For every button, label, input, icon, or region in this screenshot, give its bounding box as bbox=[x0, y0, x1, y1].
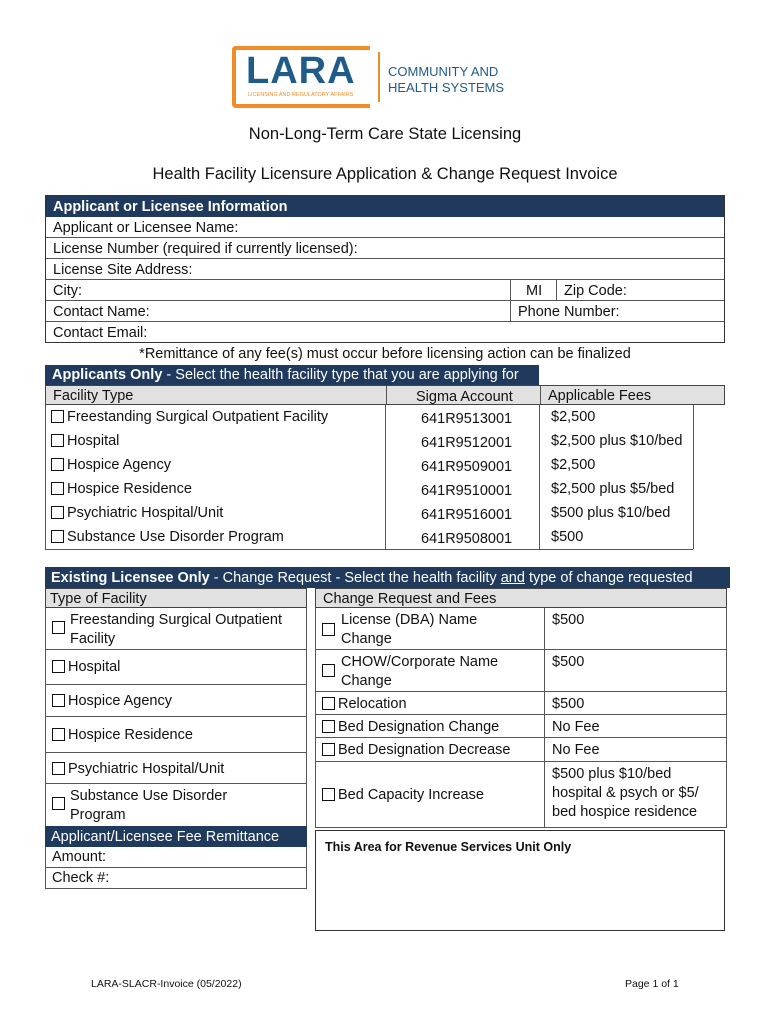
existing-section bbox=[45, 567, 730, 827]
email-label: Contact Email: bbox=[53, 325, 148, 341]
license-number-label: License Number (required if currently licensed): bbox=[53, 241, 358, 257]
applicants-only-colheads bbox=[45, 385, 725, 405]
applicants-only-table bbox=[45, 405, 725, 549]
checkbox[interactable] bbox=[52, 694, 65, 707]
page-subtitle: Health Facility Licensure Application & Change Request Invoice bbox=[152, 165, 618, 183]
checkbox[interactable] bbox=[322, 743, 335, 756]
checkbox[interactable] bbox=[51, 482, 64, 495]
remittance-note: *Remittance of any fee(s) must occur before licensing action can be finalized bbox=[139, 346, 631, 362]
revenue-services-label: This Area for Revenue Services Unit Only bbox=[325, 840, 572, 854]
page-number: Page 1 of 1 bbox=[625, 978, 679, 990]
logo-brand: LARA bbox=[246, 50, 356, 92]
logo-division-2: HEALTH SYSTEMS bbox=[388, 80, 505, 95]
applicant-section bbox=[45, 195, 725, 343]
col-sigma-account: Sigma Account bbox=[416, 389, 513, 405]
revenue-services-box bbox=[315, 830, 725, 931]
checkbox[interactable] bbox=[51, 410, 64, 423]
checkbox[interactable] bbox=[322, 664, 335, 677]
fee-remittance-header: Applicant/Licensee Fee Remittance bbox=[45, 826, 307, 847]
contact-row[interactable] bbox=[46, 301, 724, 322]
zip-label: Zip Code: bbox=[564, 283, 627, 299]
fee-remittance-section bbox=[45, 826, 307, 889]
existing-facility-row[interactable]: Hospice Agency bbox=[46, 685, 306, 717]
col-applicable-fees: Applicable Fees bbox=[548, 388, 652, 404]
checkbox[interactable] bbox=[52, 660, 65, 673]
existing-colhead-change: Change Request and Fees bbox=[315, 588, 727, 608]
email-row[interactable] bbox=[46, 322, 724, 343]
page-title: Non-Long-Term Care State Licensing bbox=[248, 125, 522, 143]
facility-row[interactable]: Hospice Agency 641R9509001 $2,500 bbox=[45, 453, 693, 477]
change-request-row[interactable]: Relocation $500 bbox=[316, 692, 726, 715]
checkbox[interactable] bbox=[51, 434, 64, 447]
checkbox[interactable] bbox=[322, 697, 335, 710]
state-value: MI bbox=[526, 283, 543, 299]
amount-label: Amount: bbox=[52, 849, 106, 865]
amount-field[interactable] bbox=[45, 847, 307, 868]
existing-facility-row[interactable]: Psychiatric Hospital/Unit bbox=[46, 753, 306, 784]
change-request-row[interactable]: CHOW/Corporate Name Change $500 bbox=[316, 650, 726, 692]
change-request-row[interactable]: Bed Designation Decrease No Fee bbox=[316, 738, 726, 762]
checkbox[interactable] bbox=[52, 797, 65, 810]
applicant-header: Applicant or Licensee Information bbox=[46, 196, 724, 217]
change-request-row[interactable]: Bed Designation Change No Fee bbox=[316, 715, 726, 738]
applicants-only-header: Applicants Only - Select the health facility type that you are applying for bbox=[45, 365, 539, 385]
facility-row[interactable]: Freestanding Surgical Outpatient Facility 641R9513001 $2,500 bbox=[45, 405, 693, 429]
checkbox[interactable] bbox=[52, 762, 65, 775]
existing-facility-column bbox=[45, 608, 307, 827]
applicant-name-row[interactable] bbox=[46, 217, 724, 238]
license-number-row[interactable] bbox=[46, 238, 724, 259]
existing-facility-row[interactable]: Substance Use Disorder Program bbox=[46, 784, 306, 826]
site-address-row[interactable] bbox=[46, 259, 724, 280]
existing-header: Existing Licensee Only - Change Request - Select the health facility and type of change requested bbox=[45, 567, 730, 588]
logo bbox=[232, 44, 532, 110]
site-address-label: License Site Address: bbox=[53, 262, 193, 278]
existing-facility-row[interactable]: Hospice Residence bbox=[46, 717, 306, 753]
city-label: City: bbox=[53, 283, 82, 299]
checkbox[interactable] bbox=[322, 623, 335, 636]
existing-colhead-type: Type of Facility bbox=[45, 588, 307, 608]
checkbox[interactable] bbox=[51, 506, 64, 519]
existing-facility-row[interactable]: Freestanding Surgical Outpatient Facility bbox=[46, 608, 306, 650]
logo-divider bbox=[378, 52, 380, 102]
col-facility-type: Facility Type bbox=[53, 388, 134, 404]
check-number-label: Check #: bbox=[52, 870, 110, 886]
checkbox[interactable] bbox=[52, 728, 65, 741]
applicants-only-section bbox=[45, 365, 725, 550]
checkbox[interactable] bbox=[52, 621, 65, 634]
applicant-name-label: Applicant or Licensee Name: bbox=[53, 220, 239, 236]
logo-tagline: LICENSING AND REGULATORY AFFAIRS bbox=[248, 92, 354, 98]
phone-label: Phone Number: bbox=[518, 304, 620, 320]
checkbox[interactable] bbox=[51, 530, 64, 543]
facility-row[interactable]: Hospice Residence 641R9510001 $2,500 plus $5/bed bbox=[45, 477, 693, 501]
city-row[interactable] bbox=[46, 280, 724, 301]
facility-row[interactable]: Hospital 641R9512001 $2,500 plus $10/bed bbox=[45, 429, 693, 453]
change-request-column bbox=[315, 608, 727, 828]
change-request-row[interactable]: Bed Capacity Increase $500 plus $10/bed hospital & psych or $5/ bed hospice residence bbox=[316, 762, 726, 828]
checkbox[interactable] bbox=[322, 788, 335, 801]
facility-row[interactable]: Psychiatric Hospital/Unit 641R9516001 $500 plus $10/bed bbox=[45, 501, 693, 525]
facility-row[interactable]: Substance Use Disorder Program 641R9508001 $500 bbox=[45, 525, 693, 549]
contact-name-label: Contact Name: bbox=[53, 304, 150, 320]
checkbox[interactable] bbox=[51, 458, 64, 471]
existing-facility-row[interactable]: Hospital bbox=[46, 650, 306, 685]
checkbox[interactable] bbox=[322, 720, 335, 733]
check-number-field[interactable] bbox=[45, 868, 307, 889]
form-id: LARA-SLACR-Invoice (05/2022) bbox=[91, 978, 242, 990]
change-request-row[interactable]: License (DBA) Name Change $500 bbox=[316, 608, 726, 650]
logo-division-1: COMMUNITY AND bbox=[388, 64, 499, 79]
